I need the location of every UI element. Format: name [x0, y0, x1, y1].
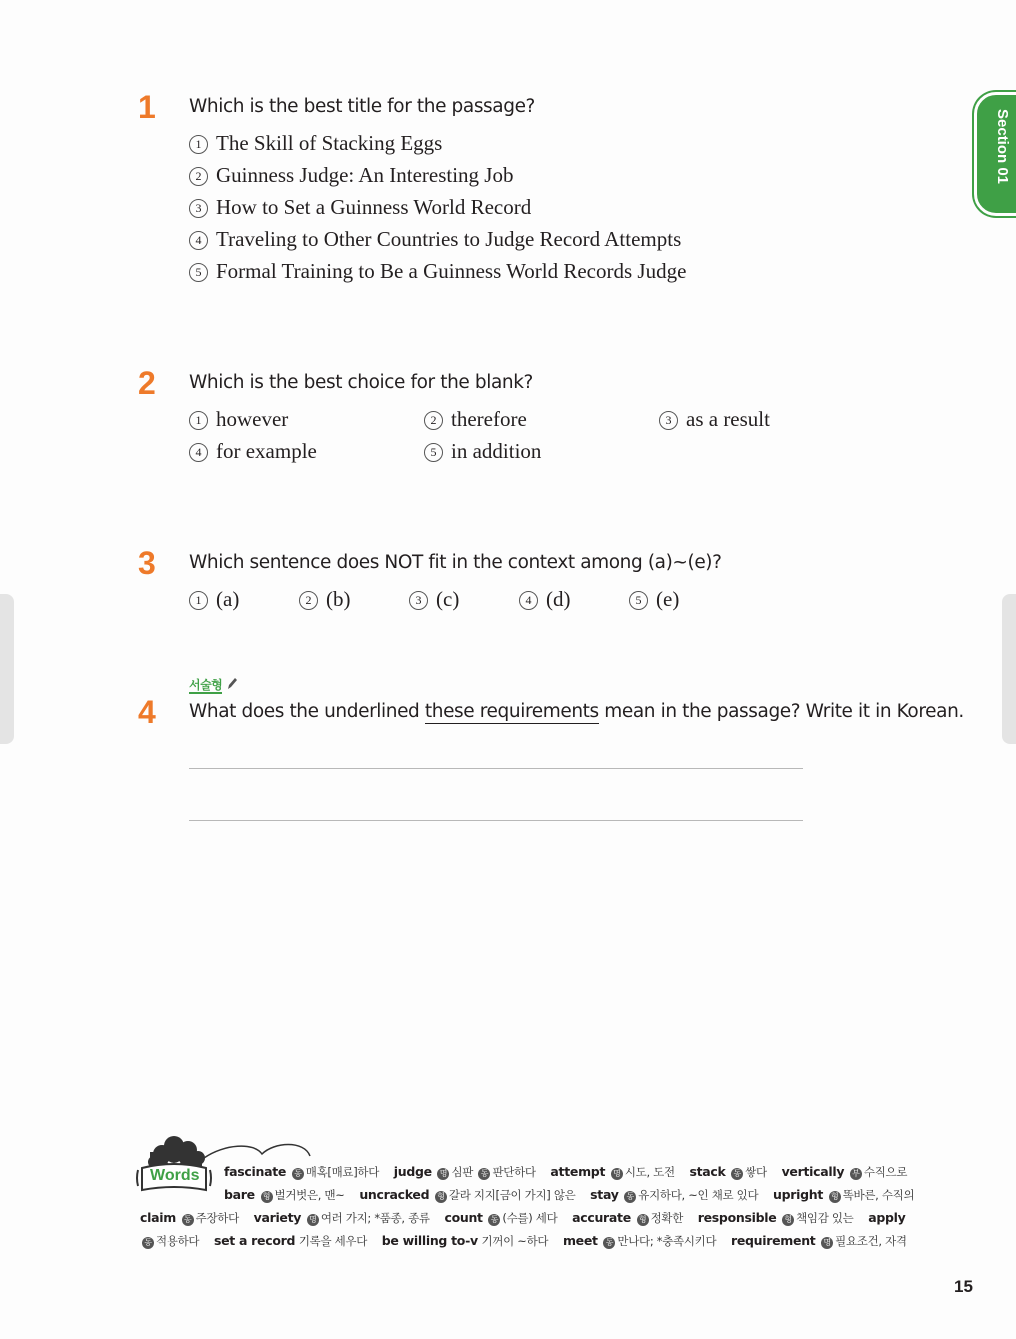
word: requirement — [730, 1233, 816, 1248]
question-3-option-2[interactable] — [299, 586, 351, 612]
part-of-speech: 동 — [603, 1237, 615, 1249]
meaning: 기록을 세우다 — [298, 1234, 368, 1248]
answer-line-2[interactable] — [189, 820, 803, 821]
word: be willing to-v — [381, 1233, 478, 1248]
word: attempt — [550, 1164, 606, 1179]
meaning: 책임감 있는 — [796, 1211, 854, 1225]
option-text: Guinness Judge: An Interesting Job — [216, 163, 514, 187]
question-3-option-3[interactable] — [409, 586, 459, 612]
word: accurate — [572, 1210, 631, 1225]
option-mark: 2 — [189, 167, 208, 186]
part-of-speech: 명 — [821, 1237, 833, 1249]
option-mark: 1 — [189, 411, 208, 430]
right-page-grip[interactable] — [1002, 594, 1016, 744]
part-of-speech: 동 — [624, 1191, 636, 1203]
option-text: (c) — [436, 587, 460, 611]
words-line-3 — [140, 1210, 905, 1226]
part-of-speech: 명 — [307, 1214, 319, 1226]
word: responsible — [697, 1210, 777, 1225]
words-line-2 — [224, 1187, 914, 1203]
answer-line-1[interactable] — [189, 768, 803, 769]
part-of-speech: 형 — [261, 1191, 273, 1203]
word: apply — [868, 1210, 906, 1225]
descriptive-tag-label: 서술형 — [189, 678, 223, 692]
option-text: (d) — [546, 587, 571, 611]
question-1-option-3[interactable] — [189, 194, 531, 220]
option-text: (e) — [656, 587, 680, 611]
option-text: The Skill of Stacking Eggs — [216, 131, 443, 155]
question-1-option-4[interactable] — [189, 226, 681, 252]
option-text: in addition — [451, 439, 542, 463]
question-3-option-4[interactable] — [519, 586, 571, 612]
part-of-speech: 동 — [142, 1237, 154, 1249]
option-mark: 5 — [424, 443, 443, 462]
descriptive-question-tag — [189, 676, 238, 693]
word: uncracked — [359, 1187, 430, 1202]
option-text: as a result — [686, 407, 770, 431]
word: bare — [224, 1187, 255, 1202]
option-text: (a) — [216, 587, 240, 611]
meaning: 수직으로 — [863, 1165, 908, 1179]
option-mark: 5 — [629, 591, 648, 610]
option-text: Formal Training to Be a Guinness World Records Judge — [216, 259, 687, 283]
option-text: How to Set a Guinness World Record — [216, 195, 532, 219]
option-mark: 1 — [189, 591, 208, 610]
question-3-option-1[interactable] — [189, 586, 239, 612]
option-text: (b) — [326, 587, 351, 611]
option-mark: 4 — [519, 591, 538, 610]
question-1-number: 1 — [138, 89, 156, 125]
meaning: 매혹[매료]하다 — [305, 1165, 380, 1179]
question-2-number: 2 — [138, 365, 156, 401]
word: set a record — [213, 1233, 296, 1248]
question-2-option-4[interactable] — [189, 438, 317, 464]
question-2-option-2[interactable] — [424, 406, 527, 432]
part-of-speech: 형 — [637, 1214, 649, 1226]
meaning: 기꺼이 ~하다 — [481, 1234, 549, 1248]
part-of-speech: 동 — [182, 1214, 194, 1226]
meaning: 시도, 도전 — [624, 1165, 675, 1179]
part-of-speech: 동 — [731, 1168, 743, 1180]
word: stack — [689, 1164, 726, 1179]
meaning: 판단하다 — [492, 1165, 536, 1179]
part-of-speech: 형 — [782, 1214, 794, 1226]
option-text: Traveling to Other Countries to Judge Record Attempts — [216, 227, 682, 251]
pencil-icon — [226, 677, 238, 691]
part-of-speech: 형 — [435, 1191, 447, 1203]
word: variety — [253, 1210, 302, 1225]
part-of-speech: 명 — [611, 1168, 623, 1180]
section-tab-label: Section 01 — [994, 109, 1011, 185]
word: judge — [393, 1164, 432, 1179]
word: claim — [140, 1210, 176, 1225]
option-mark: 4 — [189, 231, 208, 250]
meaning: 갈라 지지[금이 가지] 않은 — [448, 1188, 576, 1202]
meaning: 정확한 — [650, 1211, 684, 1225]
option-mark: 3 — [409, 591, 428, 610]
part-of-speech: 부 — [850, 1168, 862, 1180]
meaning: 유지하다, ~인 채로 있다 — [638, 1188, 759, 1202]
question-1-option-2[interactable] — [189, 162, 513, 188]
meaning: 주장하다 — [195, 1211, 239, 1225]
option-mark: 5 — [189, 263, 208, 282]
part-of-speech: 형 — [829, 1191, 841, 1203]
question-2-option-5[interactable] — [424, 438, 541, 464]
meaning: 만나다; *충족시키다 — [617, 1234, 717, 1248]
option-text: for example — [216, 439, 317, 463]
words-line-1 — [224, 1164, 907, 1180]
question-3-prompt: Which sentence does NOT fit in the context among (a)~(e)? — [189, 552, 722, 573]
word: count — [444, 1210, 483, 1225]
word: meet — [562, 1233, 598, 1248]
meaning: 적용하다 — [156, 1234, 200, 1248]
meaning: (수를) 세다 — [502, 1211, 558, 1225]
option-mark: 2 — [299, 591, 318, 610]
part-of-speech: 동 — [478, 1168, 490, 1180]
meaning: 똑바른, 수직의 — [842, 1188, 915, 1202]
part-of-speech: 동 — [292, 1168, 304, 1180]
question-3-option-5[interactable] — [629, 586, 679, 612]
question-4-prompt — [189, 701, 964, 722]
option-text: therefore — [451, 407, 527, 431]
underlined-phrase: these requirements — [424, 701, 599, 722]
option-mark: 4 — [189, 443, 208, 462]
word: vertically — [781, 1164, 845, 1179]
left-page-grip[interactable] — [0, 594, 14, 744]
question-2-option-3[interactable] — [659, 406, 770, 432]
section-tab — [974, 92, 1016, 216]
option-mark: 3 — [189, 199, 208, 218]
words-line-4 — [140, 1233, 907, 1249]
option-mark: 2 — [424, 411, 443, 430]
question-1-prompt: Which is the best title for the passage? — [189, 96, 535, 117]
question-2-option-1[interactable] — [189, 406, 288, 432]
word: fascinate — [224, 1164, 287, 1179]
question-4-number: 4 — [138, 694, 156, 730]
option-text: however — [216, 407, 289, 431]
option-mark: 3 — [659, 411, 678, 430]
part-of-speech: 동 — [488, 1214, 500, 1226]
page-number: 15 — [954, 1277, 973, 1296]
meaning: 필요조건, 자격 — [835, 1234, 907, 1248]
question-3-number: 3 — [138, 545, 156, 581]
meaning: 심판 — [451, 1165, 477, 1179]
question-1-option-1[interactable] — [189, 130, 442, 156]
meaning: 쌓다 — [745, 1165, 767, 1179]
word: upright — [773, 1187, 824, 1202]
question-2-prompt: Which is the best choice for the blank? — [189, 372, 533, 393]
question-1-option-5[interactable] — [189, 258, 686, 284]
option-mark: 1 — [189, 135, 208, 154]
meaning: 벌거벗은, 맨~ — [274, 1188, 345, 1202]
question-4-prompt-start: What does the underlined — [189, 701, 425, 722]
word: stay — [590, 1187, 619, 1202]
meaning: 여러 가지; *품종, 종류 — [320, 1211, 430, 1225]
words-badge-label: Words — [150, 1167, 200, 1184]
part-of-speech: 명 — [437, 1168, 449, 1180]
question-4-prompt-end: mean in the passage? Write it in Korean. — [598, 701, 964, 722]
